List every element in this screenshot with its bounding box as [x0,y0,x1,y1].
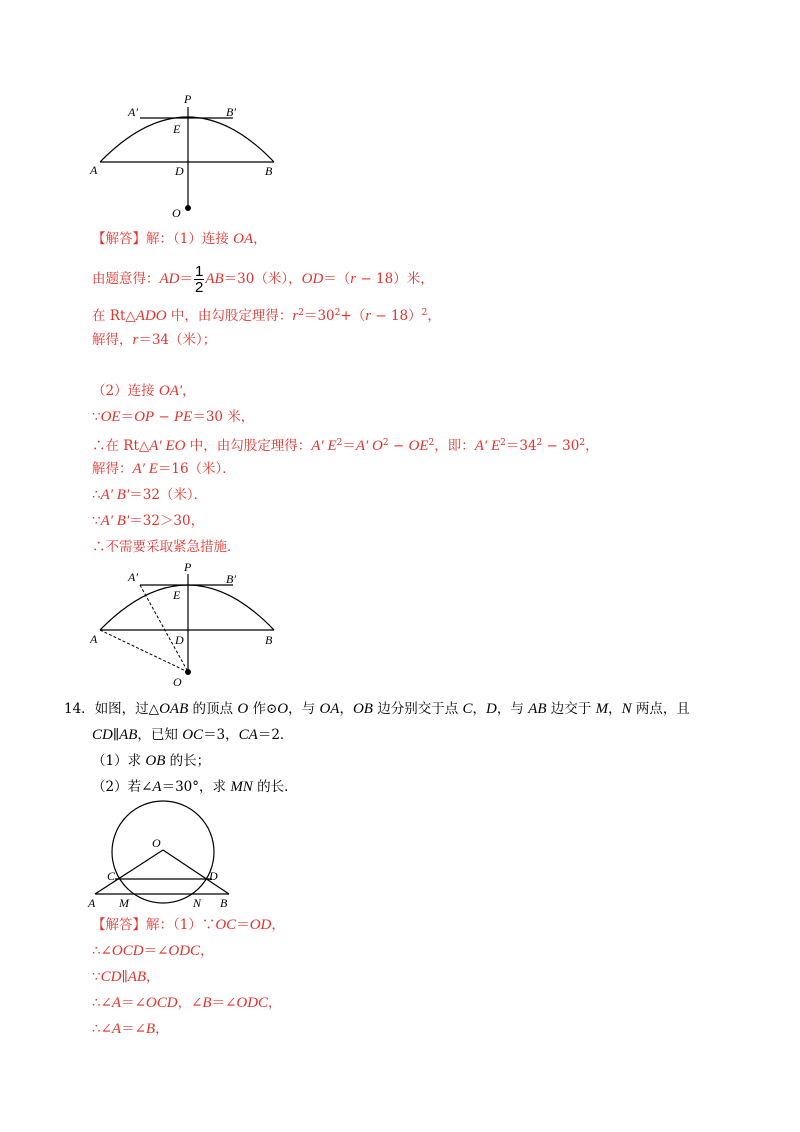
figure-arch-bridge-1 [85,90,285,229]
sol13-line10: ∵A′ B′＝32＞30， [92,513,205,529]
label-M: M [119,896,129,910]
sol14-line4: ∴∠A＝∠OCD，∠B＝∠ODC， [92,995,282,1011]
label-B: B [265,633,273,647]
sol14-line5: ∴∠A＝∠B， [92,1021,169,1037]
label-O: O [152,836,161,850]
fraction-one-half: $\frac{1}{2}$ [195,263,204,296]
label-P: P [184,92,192,106]
figure-arch-bridge-2 [85,560,285,694]
problem14-line2: CD∥AB，已知 OC＝3，CA＝2． [92,727,294,743]
sol13-line7: ∴在 Rt△A′ EO 中，由勾股定理得：A′ $E^2=A'$ $O^2 - OE^2$，即：A′ $E^2=34^2 - 30^2$， [92,438,599,454]
label-O: O [172,206,181,220]
sol13-line8: 解得：A′ E＝16（米）． [92,461,236,477]
label-D: D [175,633,184,647]
sol13-line9: ∴A′ B′＝32（米）． [92,487,208,503]
label-D: D [175,164,184,178]
label-B-prime: B′ [226,105,236,119]
problem14-question2: （2）若∠A＝30°，求 MN 的长． [92,779,298,795]
sol13-line3: 在 Rt△ADO 中，由勾股定理得：$r^2=30^2+(r - 18)^2$， [92,308,441,324]
label-A: A [88,896,96,910]
sol13-line5: （2）连接 OA′， [92,383,196,399]
problem14-question1: （1）求 OB 的长； [92,753,211,769]
label-E: E [173,122,181,136]
sol14-line2: ∴∠OCD＝∠ODC， [92,943,214,959]
sol14-line1: 【解答】解：（1）∵OC＝OD， [92,917,285,933]
label-O: O [173,675,182,689]
sol13-line1: 【解答】解：（1）连接 OA， [92,231,267,247]
sol13-line11: ∴不需要采取紧急措施． [92,539,241,555]
label-D: D [209,869,218,883]
label-B: B [265,164,273,178]
label-B-prime: B′ [226,572,236,586]
sol14-line3: ∵CD∥AB， [92,969,160,985]
sol13-line4: 解得，r＝34（米）； [92,332,217,348]
problem14-line1: 14．如图，过△OAB 的顶点 O 作⊙O，与 OA，OB 边分别交于点 C，D，与 AB 边交于 M，N 两点，且 [64,701,690,717]
sol13-line6: ∵OE＝OP − PE＝30 米， [92,409,255,425]
label-A-prime: A′ [128,105,138,119]
label-A: A [90,163,98,177]
sol13-line2: 由题意得：AD＝ $\frac{1}{2}$ AB＝30（米），OD＝（r − 18）米， [92,263,434,296]
label-C: C [107,869,116,883]
label-A: A [90,632,98,646]
figure-circle-triangle [85,800,245,914]
label-A-prime: A′ [128,570,138,584]
label-B: B [220,896,228,910]
label-E: E [173,588,181,602]
label-P: P [184,560,192,574]
label-N: N [193,896,202,910]
